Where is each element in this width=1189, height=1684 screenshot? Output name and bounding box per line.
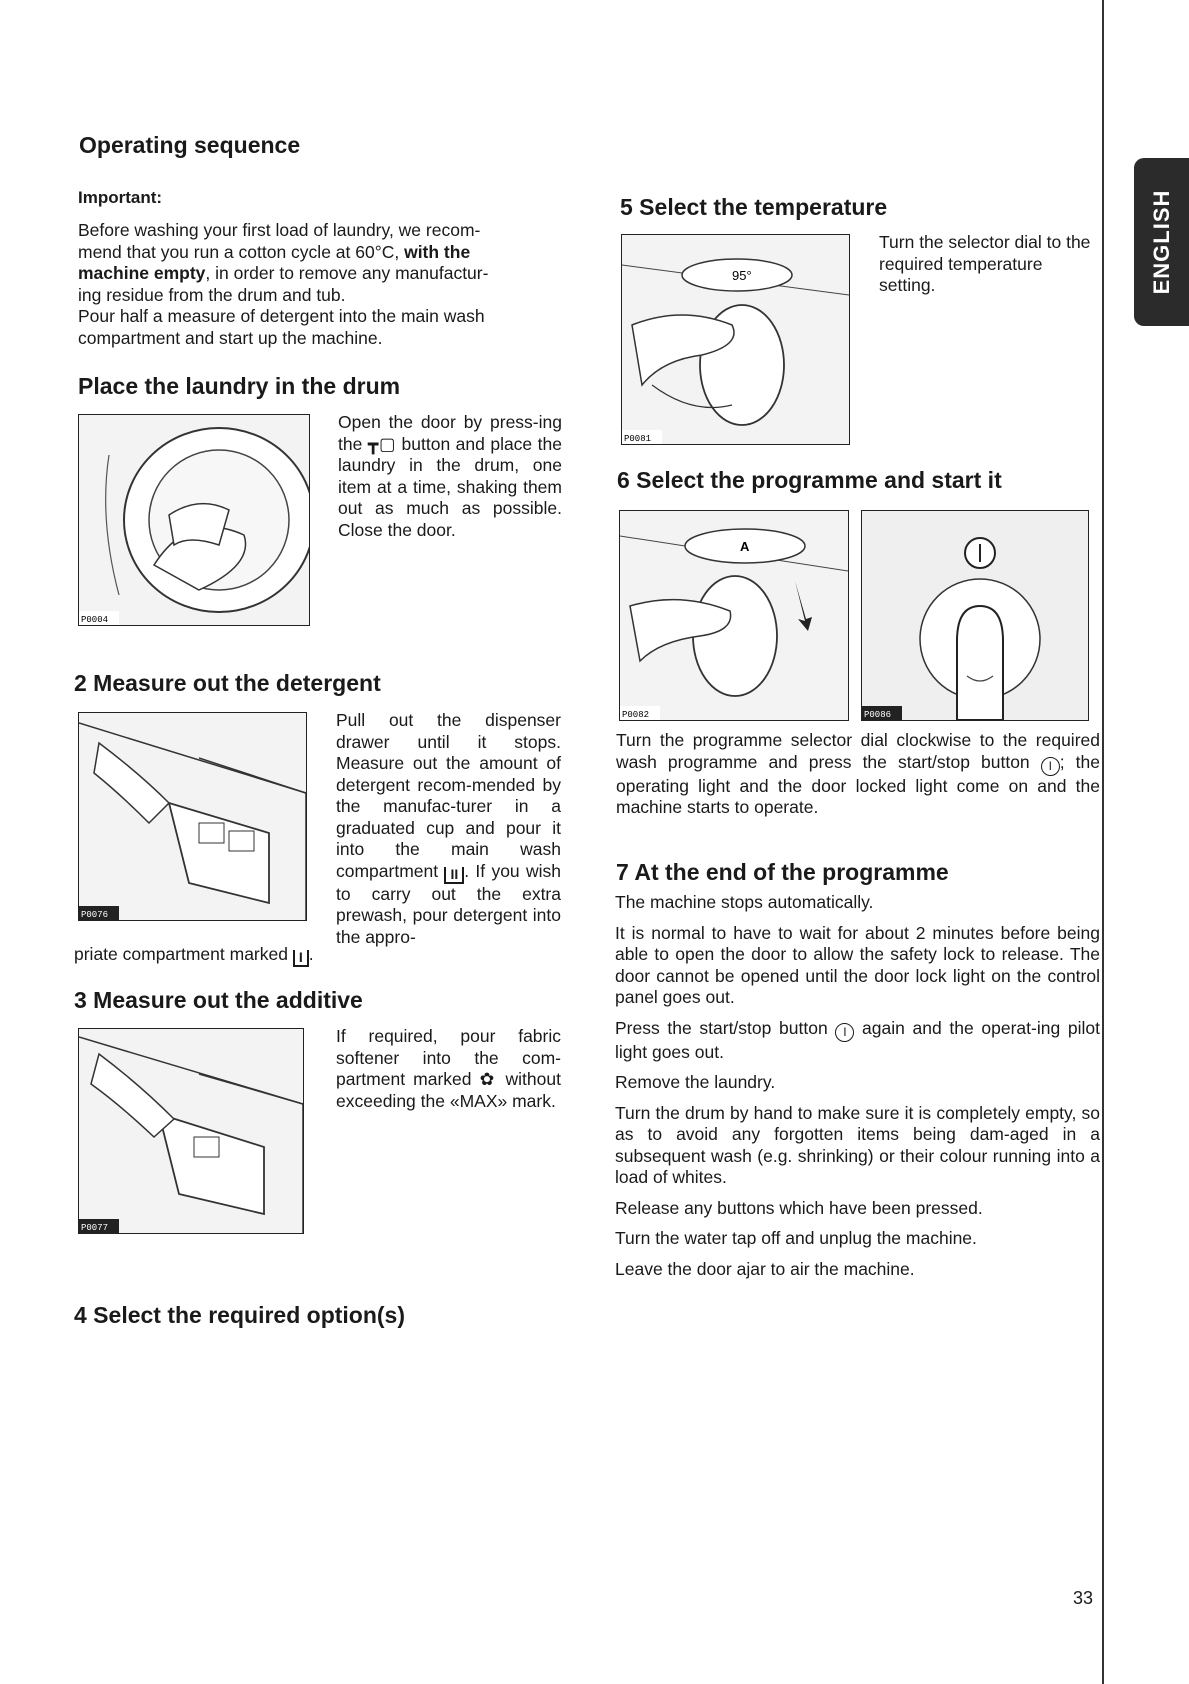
start-stop-button-illustration	[862, 511, 1088, 720]
prewash-compartment-icon: I	[293, 950, 309, 967]
step3-figure	[78, 1028, 304, 1234]
step7-p7: Turn the water tap off and unplug the machine.	[615, 1228, 977, 1248]
fabric-softener-icon: ✿	[479, 1069, 498, 1089]
intro-line-5: Pour half a measure of detergent into the main wash	[78, 306, 485, 326]
intro-paragraph	[78, 220, 562, 349]
step1-title: Place the laundry in the drum	[78, 373, 401, 399]
step2-title: 2 Measure out the detergent	[74, 670, 381, 696]
step2-figure	[78, 712, 307, 921]
programme-dial-illustration	[620, 511, 848, 720]
temperature-dial-illustration	[622, 235, 849, 444]
step6-text: Turn the programme selector dial clockwise to the required wash programme and press the start/stop button I ; the operating light and the door locked light come on and the machine starts to operate.	[616, 730, 1100, 817]
step1-figure	[78, 414, 310, 626]
intro-line-3b: , in order to remove any manufactur-	[205, 263, 489, 283]
step6-fig-tag-right: P0086	[864, 710, 892, 720]
step6-figure-dial	[619, 510, 849, 721]
step7-p4: Remove the laundry.	[615, 1072, 776, 1092]
step7-body	[615, 892, 1100, 1280]
dispenser-drawer-illustration	[79, 713, 306, 920]
step3-title: 3 Measure out the additive	[74, 987, 363, 1013]
step7-p6: Release any buttons which have been pressed.	[615, 1197, 983, 1218]
intro-line-1: Before washing your first load of laundry, we recom-	[78, 220, 481, 240]
step5-dial-label: 95°	[732, 268, 752, 283]
step7-p1: The machine stops automatically.	[615, 892, 874, 912]
door-button-icon: ┳▢	[367, 433, 397, 454]
language-tab-label: ENGLISH	[1148, 189, 1174, 295]
intro-line-2a: mend that you run a cotton cycle at 60°C,	[78, 241, 400, 262]
intro-line-6: compartment and start up the machine.	[78, 327, 383, 348]
intro-line-4: ing residue from the drum and tub.	[78, 284, 346, 305]
start-stop-icon-2: I	[835, 1023, 854, 1042]
step5-figure	[621, 234, 850, 445]
page-edge-rule	[1102, 0, 1104, 1684]
important-label: Important:	[78, 188, 163, 207]
step6-figure-button	[861, 510, 1089, 721]
step7-p2: It is normal to have to wait for about 2 minutes before being able to open the door to allow the safety lock to release. The door cannot be opened until the door lock light on the control panel goes out.	[615, 922, 1100, 1007]
step2-fig-tag: P0076	[81, 910, 109, 920]
step6-title: 6 Select the programme and start it	[617, 467, 1002, 493]
start-stop-icon: I	[1041, 757, 1060, 776]
step2-text: Pull out the dispenser drawer until it stops. Measure out the amount of detergent recom-mended by the manufac-turer in a graduated cup and pour it into the main wash compartment II . If you wish to carry out the extra prewash, pour detergent into the appro-	[336, 710, 561, 947]
step1-text: Open the door by press-ing the ┳▢ button and place the laundry in the drum, one item at a time, shaking them out as much as possible. Close the door.	[338, 412, 562, 540]
laundry-drum-illustration	[79, 415, 309, 625]
intro-line-3a: machine empty	[78, 263, 206, 283]
step7-p3: Press the start/stop button I again and the operat-ing pilot light goes out.	[615, 1017, 1100, 1062]
step6-dial-label: A	[740, 539, 750, 554]
step7-p8: Leave the door ajar to air the machine.	[615, 1258, 915, 1279]
step7-title: 7 At the end of the programme	[616, 859, 949, 885]
step5-title: 5 Select the temperature	[620, 194, 888, 220]
step1-fig-tag: P0004	[81, 615, 109, 625]
main-wash-compartment-icon: II	[444, 867, 464, 884]
step5-fig-tag: P0081	[624, 434, 652, 444]
page-number: 33	[1073, 1588, 1094, 1608]
step5-text: Turn the selector dial to the required temperature setting.	[879, 232, 1091, 295]
step3-fig-tag: P0077	[81, 1223, 109, 1233]
step3-text: If required, pour fabric softener into the com-partment marked ✿ without exceeding the «MAX» mark.	[336, 1026, 561, 1111]
step6-fig-tag-left: P0082	[622, 710, 650, 720]
step4-title: 4 Select the required option(s)	[74, 1302, 405, 1328]
page-title: Operating sequence	[79, 132, 301, 158]
step7-p5: Turn the drum by hand to make sure it is completely empty, so as to avoid any forgotten items being dam-aged in a subsequent wash (e.g. shrinking) or their colour running into a load of whites.	[615, 1102, 1100, 1187]
language-tab	[1134, 158, 1189, 326]
intro-line-2b: with the	[399, 241, 471, 262]
additive-drawer-illustration	[79, 1029, 303, 1233]
step2-text-tail: priate compartment marked I .	[74, 944, 314, 965]
